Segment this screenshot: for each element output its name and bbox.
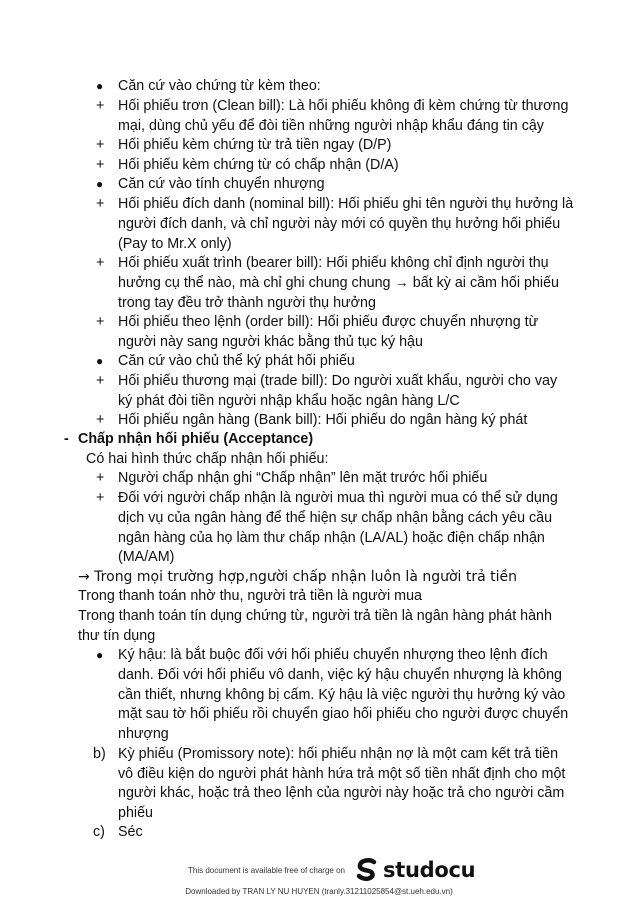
studocu-logo[interactable] [354, 855, 475, 885]
plus-marker: + [96, 157, 105, 173]
plus-marker: + [96, 314, 105, 330]
plus-marker: + [96, 490, 105, 506]
plus-marker: + [96, 98, 105, 114]
text-line: Trong thanh toán tín dụng chứng từ, người trả tiền là ngân hàng phát hành [78, 608, 552, 624]
text-line: mặt sau tờ hối phiếu rồi chuyển giao hối phiếu cho người được chuyển [118, 706, 569, 722]
text-line: Có hai hình thức chấp nhận hối phiếu: [86, 451, 329, 467]
text-line: (MA/AM) [118, 549, 175, 565]
plus-marker: + [96, 470, 105, 486]
text-line: Hối phiếu kèm chứng từ trả tiền ngay (D/P) [118, 137, 392, 153]
text-line: Séc [118, 824, 143, 840]
text-line: mại, dùng chủ yếu để đòi tiền những người nhập khẩu đáng tin cậy [118, 118, 544, 134]
text-line: cần thiết, nhưng không bị cấm. Ký hậu là việc người thụ hưởng ký vào [118, 687, 566, 703]
text-line: phiếu [118, 805, 153, 821]
text-line: Căn cứ vào tính chuyển nhượng [118, 176, 325, 192]
studocu-brand-text: studocu [383, 858, 476, 882]
text-line: Hối phiếu trơn (Clean bill): Là hối phiếu không đi kèm chứng từ thương [118, 98, 569, 114]
download-attribution: Downloaded by TRAN LY NU HUYEN (tranly.31211025854@st.ueh.edu.vn) [185, 887, 453, 896]
text-line: Ký hậu: là bắt buộc đối với hối phiếu chuyển nhượng theo lệnh đích [118, 647, 548, 663]
text-line: trong tay đều trở thành người thụ hưởng [118, 295, 376, 311]
text-line: Người chấp nhận ghi “Chấp nhận” lên mặt trước hối phiếu [118, 470, 488, 486]
text-line: hưởng cụ thể nào, mà chỉ ghi chung chung → bất kỳ ai cầm hối phiếu [118, 275, 559, 291]
list-letter-marker: b) [93, 746, 106, 762]
studocu-logo-icon [354, 857, 380, 883]
bullet-marker: ● [96, 79, 104, 93]
text-line: Đối với người chấp nhận là người mua thì người mua có thể sử dụng [118, 490, 558, 506]
section-heading: Chấp nhận hối phiếu (Acceptance) [78, 431, 314, 447]
text-line: Căn cứ vào chứng từ kèm theo: [118, 78, 321, 94]
text-line: Hối phiếu thương mại (trade bill): Do người xuất khẩu, người cho vay [118, 373, 558, 389]
text-line: người khác, hoặc trả theo lệnh của người này hoặc trả cho người cầm [118, 785, 565, 801]
text-line: Hối phiếu kèm chứng từ có chấp nhận (D/A) [118, 157, 399, 173]
footer-note: This document is available free of charge on [188, 866, 345, 875]
list-letter-marker: c) [93, 824, 105, 840]
text-line: Kỳ phiếu (Promissory note): hối phiếu nhận nợ là một cam kết trả tiền [118, 746, 559, 762]
plus-marker: + [96, 255, 105, 271]
text-line: Hối phiếu theo lệnh (order bill): Hối phiếu được chuyển nhượng từ [118, 314, 539, 330]
text-line: → Trong mọi trường hợp,người chấp nhận luôn là người trả tiền [78, 569, 518, 585]
text-line: ký phát đòi tiền người nhập khẩu hoặc ngân hàng L/C [118, 393, 460, 409]
text-line: dịch vụ của ngân hàng để thể hiện sự chấp nhận bằng cách yêu cầu [118, 510, 553, 526]
text-line: Hối phiếu xuất trình (bearer bill): Hối phiếu không chỉ định người thụ [118, 255, 549, 271]
plus-marker: + [96, 412, 105, 428]
bullet-marker: ● [96, 177, 104, 191]
dash-marker: - [64, 431, 69, 447]
text-line: Hối phiếu ngân hàng (Bank bill): Hối phiếu do ngân hàng ký phát [118, 412, 528, 428]
text-line: (Pay to Mr.X only) [118, 236, 232, 252]
text-line: người này sang người khác bằng thủ tục ký hậu [118, 334, 423, 350]
plus-marker: + [96, 196, 105, 212]
text-line: ngân hàng của họ làm thư chấp nhận (LA/AL) hoặc điện chấp nhận [118, 530, 545, 546]
text-line: người đích danh, và chỉ người này mới có quyền thụ hưởng hối phiếu [118, 216, 561, 232]
plus-marker: + [96, 137, 105, 153]
text-line: nhượng [118, 726, 169, 742]
text-line: vô điều kiện do người phát hành hứa trả một số tiền nhất định cho một [118, 766, 566, 782]
bullet-marker: ● [96, 354, 104, 368]
text-line: Trong thanh toán nhờ thu, người trả tiền là người mua [78, 588, 422, 604]
bullet-marker: ● [96, 648, 104, 662]
text-line: Căn cứ vào chủ thể ký phát hối phiếu [118, 353, 355, 369]
plus-marker: + [96, 373, 105, 389]
text-line: thư tín dụng [78, 628, 156, 644]
text-line: danh. Đối với hối phiếu vô danh, việc ký hậu chuyển nhượng là không [118, 667, 563, 683]
text-line: Hối phiếu đích danh (nominal bill): Hối phiếu ghi tên người thụ hưởng là [118, 196, 574, 212]
